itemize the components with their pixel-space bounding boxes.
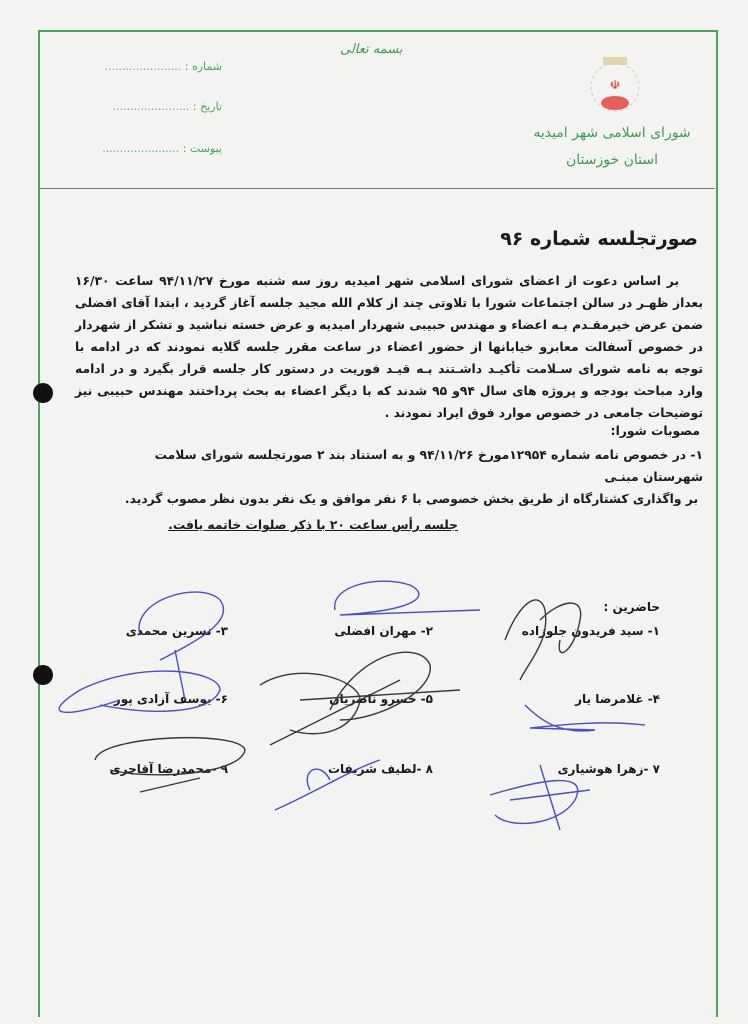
header-divider [40,188,715,189]
punch-hole [33,665,53,685]
basmala: بسمه تعالی [340,42,403,57]
date-field: تاریخ : ...................... [112,100,222,113]
attendee: ۸ -لطیف شریفات [327,762,433,776]
minutes-paragraph: بر اساس دعوت از اعضای شورای اسلامی شهر امیدیه روز سه شنبه مورخ ۹۴/۱۱/۲۷ ساعت ۱۶/۳۰ بعداز ظهـر در سالن اجتماعات شورا با تلاوتی چند از کلام الله مجید جلسه آغاز گردید ، ابتدا آقای افضلی ضمن عرض خیرمقـدم بـه اعضاء و مهندس حبیبی شهردار امیدیه و عرض خسته نباشید و تشکر از شهردار در خصوص آسفالت معابرو خیابانها از حضور اعضاء در ساعت مقرر جلسه گلایه نمودند که در ادامه با توجه به نامه شورای سـلامت تأکیـد داشـتند بـه قیـد فوریت در دستور کار جلسه قرار بگیرد و در ادامه وارد مباحث بودجه و پروژه های سال ۹۴و ۹۵ شدند که با دیگر اعضاء به بحث پرداختند مهندس حبیبی نیز توضیحات جامعی در خصوص موارد فوق ایراد نمودند . [75,274,703,420]
attendee: ۹ -محمدرضا آقاجری [109,762,228,776]
number-field: شماره : ...................... [104,60,222,73]
attendees-label: حاضرین : [603,600,660,614]
resolution-item: ۱- در خصوص نامه شماره ۱۲۹۵۴مورخ ۹۴/۱۱/۲۶ و به استناد بند ۲ صورتجلسه شورای سلامت شهرستان مبنـی بر واگذاری کشتارگاه از طریق بخش خصوصی با ۶ نفر موافق و یک نفر بدون نظر مصوب گردید. [124,448,703,506]
attendee: ۶- یوسف آزادی پور [113,692,228,706]
attendee: ۲- مهران افضلی [334,624,433,638]
attendee: ۱- سید فریدون جلوزاده [521,624,660,638]
svg-text:☫: ☫ [609,78,621,92]
resolutions-heading: مصوبات شورا: [610,424,700,438]
closing-statement: جلسه رأس ساعت ۲۰ با ذکر صلوات خاتمه یافت. [168,518,458,532]
attendee: ۵- خسرو ناصریان [329,692,433,706]
attendee: ۴- غلامرضا یار [575,692,660,706]
page-title: صورتجلسه شماره ۹۶ [500,228,698,250]
org-name: شورای اسلامی شهر امیدیه [533,125,691,141]
attendee: ۷ -زهرا هوشیاری [557,762,660,776]
emblem-logo [585,55,645,115]
attachment-field: پیوست : ...................... [102,142,222,155]
province-name: استان خوزستان [566,152,658,168]
punch-hole [33,383,53,403]
attendee: ۳- نسرین محمدی [125,624,228,638]
